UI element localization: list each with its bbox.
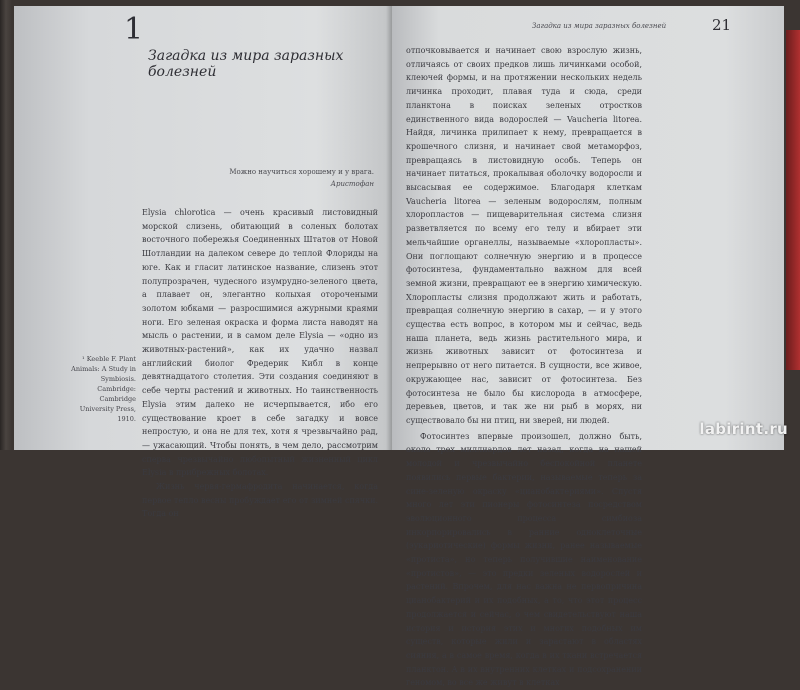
left-page [14,6,392,519]
watermark-logo: labirint.ru [699,420,788,438]
chapter-title: Загадка из мира заразных болезней [148,48,344,80]
left-body-text [142,206,378,521]
epigraph-author: Аристофан [330,180,374,188]
epigraph-text: Можно научиться хорошему и у врага. [229,168,374,176]
running-head: Загадка из мира заразных болезней [532,22,667,30]
left-paragraph-2: Жизнь червя-гермафродита начинается, когда первое тепло весны пробуждает его от зимней спячки. Тогда он [142,482,378,519]
epigraph [229,166,374,190]
right-paragraph-1: отпочковывается и начинает свою взрослую жизнь, отличаясь от своих предков лишь личинками особой, клеючей формы, и на протяжении нескольких недель личинка проходит, плавая туда и сюда, среди планктона в поисках зеленых отростков единственного вида водорослей — Vaucheria litorea. Найдя, личинка прилипает к нему, превращается в крошечного слизня, и начинает свой метаморфоз, превращаясь в листовидную особь. Теперь он начинает питаться, прокалывая оболочку водоросли и высасывая ее содержимое. Благодаря клеткам Vaucheria litorea — зеленым водорослям, полным хлоропластов — пищеварительная система слизня разветвляется по всему его телу и вбирает эти мельчайшие органеллы, называемые «хлоропласты». Они поглощают солнечную энергию и в процессе фотосинтеза, фундаментально важном для всей земной жизни, превращают ее в энергию химическую. Хлоропласты слизня продолжают жить и работать, превращая солнечную энергию в сахар, — и у этого существа есть вопрос, в котором мы и сейчас, ведь наша планета, ведь жизнь растительного мира, и жизнь животных зависит от фотосинтеза и непрерывно от него питается. В сущности, все живое, окружающее нас, зависит от фотосинтеза. Без фотосинтеза не было бы кислорода в атмосфере, деревьев, цветов, и так же ни рыб в морях, ни существовало бы ни птиц, ни зверей, ни людей. [406,46,642,425]
right-page [392,6,784,688]
right-body-text [406,44,642,690]
red-book-edge [786,30,800,370]
right-paragraph-2: Фотосинтез впервые произошел, должно быть, около трех миллиардов лет назад, когда на нашей молодой и чрезвычайно беспокойной планете появились первые бактерии, называемые теперь за сине-зеленую окраску «цианобактериями». Спустя много лет эти пионеры фотосинтеза посредством эволюционного процесса симбиоза инкорпорировались в ранние одноклеточные (эукариотические) формы жизни, ранее называемые «протиста», но теперь получившие наименование «протистов», — это предки зеленых водорослей и растений. Впрочем, для нас важна не первопричина цианобактерий и их подобных, а то, что этот процесс продолжается и сейчас, о чем свидетельствуют наша история и история этих и многих подобных им существ, которые жили и зарастают в областях сияния, а в самое время, когда в их ткани встречается планктон. А в их внутренних клетках и подсохранении геномом, во все же живут в клетках [406,431,642,688]
page-number: 21 [712,16,732,34]
footnote: ¹ Keeble F. Plant Animals: A Study in Symbiosis. Cambridge: Cambridge University Press, 1910. [71,355,136,423]
chapter-number: 1 [124,12,144,47]
left-paragraph-1: Elysia chlorotica — очень красивый листовидный морской слизень, обитающий в соленых болотах восточного побережья Соединенных Штатов от Новой Шотландии на далеком севере до теплой Флориды на юге. Как и гласит латинское название, слизень этот полупрозрачен, чудесного изумрудно-зеленого цвета, а плавает он, элегантно колыхая оторочеными золотом юбками — разросшимися ажурными краями ноги. Его зеленая окраска и форма листа наводят на мысль о растении, и в самом деле Elysia — «одно из животных-растений», как их удачно назвал английский биолог Фредерик Кибл в конце девятнадцатого столетия. Эти создания соединяют в себе черты растений и животных. Но таинственность Elysia этим далеко не исчерпывается, ибо его существование кроет в себе загадку и вовсе непростую, и она не для тех, хотя я чрезвычайно рад, — ужасающий. Чтобы понять, в чем дело, рассмотрим сперва чрезвычайно любопытный жизненный цикл Elysia в прибрежных болотах. [142,208,378,478]
